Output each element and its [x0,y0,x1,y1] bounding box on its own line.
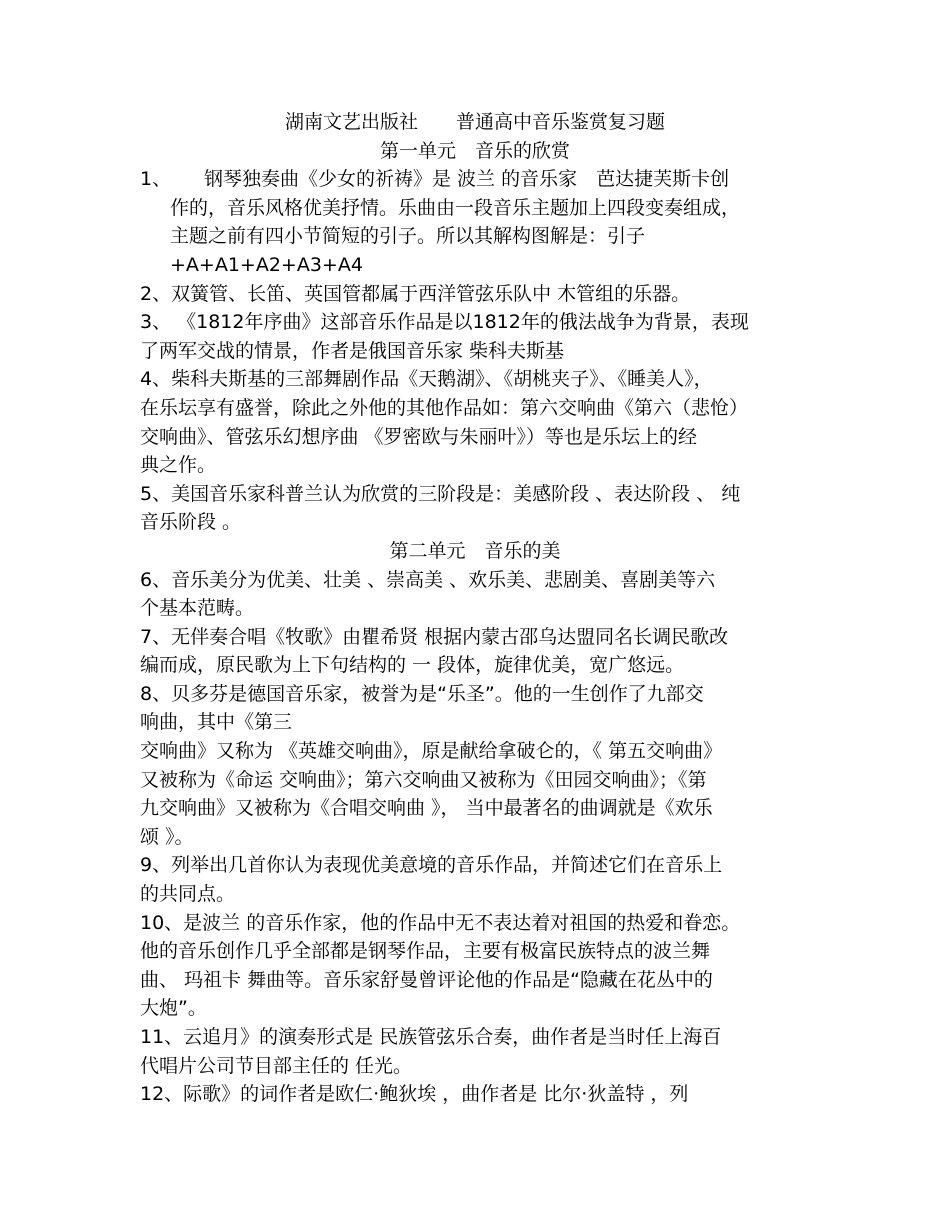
question-1-line-3: 主题之前有四小节简短的引子。所以其解构图解是：引子 [170,225,646,248]
question-1-line-2: 作的，音乐风格优美抒情。乐曲由一段音乐主题加上四段变奏组成， [170,196,741,219]
question-3-line-2: 了两军交战的情景，作者是俄国音乐家 柴科夫斯基 [140,339,565,362]
question-9 [140,851,810,908]
question-1-line-1: 钢琴独奏曲《少女的祈祷》是 波兰 的音乐家 芭达捷芙斯卡创 [204,168,730,191]
question-8-line-2: 响曲，其中《第三 [140,711,293,734]
question-6-line-1: 6、音乐美分为优美、壮美 、崇高美 、欢乐美、悲剧美、喜剧美等六 [140,568,716,591]
question-7-line-1: 7、无伴奏合唱《牧歌》由瞿希贤 根据内蒙古邵乌达盟同名长调民歌改 [140,625,729,648]
question-6-line-2: 个基本范畴。 [140,597,255,620]
question-9-line-2: 的共同点。 [140,883,236,906]
question-4-line-3: 交响曲》、管弦乐幻想序曲 《罗密欧与朱丽叶》）等也是乐坛上的经 [140,425,698,448]
question-12-line-1: 12、际歌》的词作者是欧仁·鲍狄埃 ，曲作者是 比尔·狄盖特 ，列 [140,1083,689,1106]
question-7-line-2: 编而成，原民歌为上下句结构的 一 段体，旋律优美，宽广悠远。 [140,654,685,677]
question-1-line-4: +A+A1+A2+A3+A4 [170,253,363,276]
question-8 [140,680,810,852]
question-6 [140,566,810,623]
question-10-line-4: 大炮”。 [140,997,207,1020]
document-title: 湖南文艺出版社 普通高中音乐鉴赏复习题 [284,111,665,133]
question-11-line-1: 11、云追月》的演奏形式是 民族管弦乐合奏，曲作者是当时任上海百 [140,1026,722,1048]
question-11-line-2: 代唱片公司节目部主任的 任光。 [140,1054,413,1077]
question-12 [140,1080,810,1109]
question-10-line-1: 10、是波兰 的音乐作家，他的作品中无不表达着对祖国的热爱和眷恋。 [140,911,741,934]
question-3-line-1: 3、 《1812年序曲》这部音乐作品是以1812年的俄法战争为背景，表现 [140,311,749,334]
question-1-number: 1、 [140,168,172,191]
question-5-line-1: 5、美国音乐家科普兰认为欣赏的三阶段是：美感阶段 、表达阶段 、 纯 [140,482,741,505]
question-7 [140,623,810,680]
question-4-line-1: 4、柴科夫斯基的三部舞剧作品《天鹅湖》、《胡桃夹子》、《睡美人》， [140,368,713,391]
question-4-line-4: 典之作。 [140,454,217,477]
question-8-line-4: 又被称为《命运 交响曲》；第六交响曲又被称为《田园交响曲》；《第 [140,768,707,791]
question-8-line-6: 颂 》。 [140,825,194,848]
question-8-line-5: 九交响曲》又被称为《合唱交响曲 》， 当中最著名的曲调就是《欢乐 [140,797,713,820]
question-10-line-2: 他的音乐创作几乎全部都是钢琴作品，主要有极富民族特点的波兰舞 [140,940,711,963]
question-3 [140,308,810,365]
question-9-line-1: 9、列举出几首你认为表现优美意境的音乐作品，并简述它们在音乐上 [140,854,723,877]
question-4 [140,365,810,479]
unit-1-heading: 第一单元 音乐的欣赏 [379,139,570,162]
question-8-line-3: 交响曲》又称为 《英雄交响曲》，原是献给拿破仑的，《 第五交响曲》 [140,740,723,763]
question-5 [140,480,810,537]
unit-2-heading: 第二单元 音乐的美 [389,539,561,562]
question-1 [140,165,810,279]
question-10-line-3: 曲、 玛祖卡 舞曲等。音乐家舒曼曾评论他的作品是“隐藏在花丛中的 [140,968,713,991]
question-4-line-2: 在乐坛享有盛誉，除此之外他的其他作品如：第六交响曲《第六（悲怆） [140,396,749,419]
question-8-line-1: 8、贝多芬是德国音乐家，被誉为是“乐圣”。他的一生创作了九部交 [140,682,704,705]
question-2: 2、双簧管、长笛、英国管都属于西洋管弦乐队中 木管组的乐器。 [140,282,691,305]
question-5-line-2: 音乐阶段 。 [140,511,242,534]
question-11 [140,1023,810,1080]
question-10 [140,909,810,1023]
